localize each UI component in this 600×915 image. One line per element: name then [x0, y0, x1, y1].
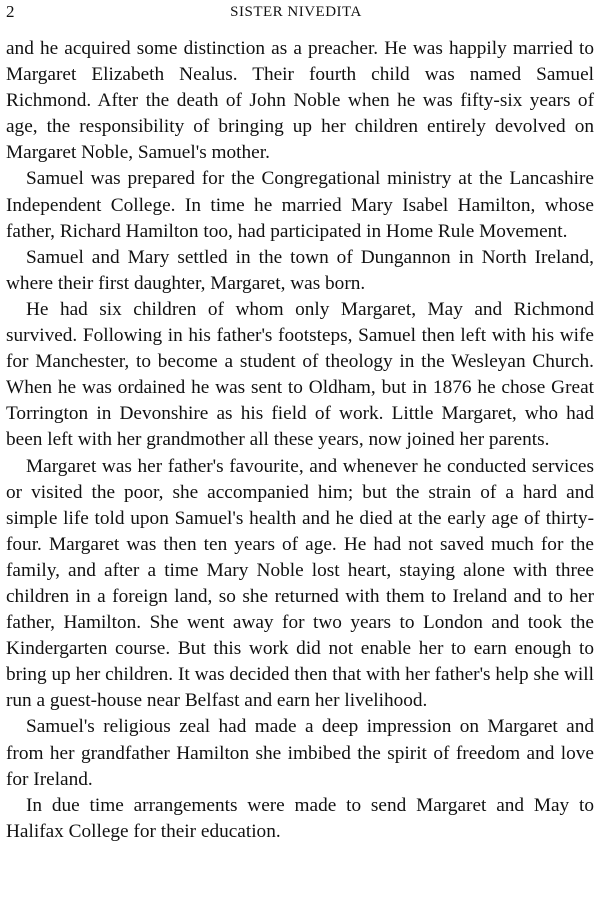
paragraph-continued: and he acquired some distinction as a preacher. He was happily married to Margaret Elizabeth Nealus. Their fourth child was named Samuel Richmond. After the death of John Noble when he was fifty-six years of age, the responsibility of bringing up her children entirely devolved on Margaret Noble, Samuel's mother. [6, 38, 594, 164]
paragraph: Samuel was prepared for the Congregational ministry at the Lancashire Independent College. In time he married Mary Isabel Hamilton, whose father, Richard Hamilton too, had participated in Home Rule Movement. [6, 168, 594, 242]
running-head [6, 2, 586, 24]
body-text [6, 36, 594, 845]
paragraph: Samuel's religious zeal had made a deep impression on Margaret and from her grandfather Hamilton she imbibed the spirit of freedom and love for Ireland. [6, 716, 594, 790]
page-number: 2 [6, 2, 15, 21]
paragraph: He had six children of whom only Margaret, May and Richmond survived. Following in his father's footsteps, Samuel then left with his wife for Manchester, to become a student of theology in the Wesleyan Church. When he was ordained he was sent to Oldham, but in 1876 he chose Great Torrington in Devonshire as his field of work. Little Margaret, who had been left with her grandmother all these years, now joined her parents. [6, 298, 594, 451]
paragraph: Margaret was her father's favourite, and whenever he conducted services or visited the poor, she accompanied him; but the strain of a hard and simple life told upon Samuel's health and he died at the early age of thirty-four. Margaret was then ten years of age. He had not saved much for the family, and after a time Mary Noble lost heart, staying alone with three children in a foreign land, so she returned with them to Ireland and to her father, Hamilton. She went away for two years to London and took the Kindergarten course. But this work did not enable her to earn enough to bring up her children. It was decided then that with her father's help she will run a guest-house near Belfast and earn her livelihood. [6, 455, 594, 712]
paragraph: In due time arrangements were made to send Margaret and May to Halifax College for their education. [6, 794, 594, 842]
running-title: SISTER NIVEDITA [230, 4, 362, 20]
paragraph: Samuel and Mary settled in the town of Dungannon in North Ireland, where their first daughter, Margaret, was born. [6, 246, 594, 294]
